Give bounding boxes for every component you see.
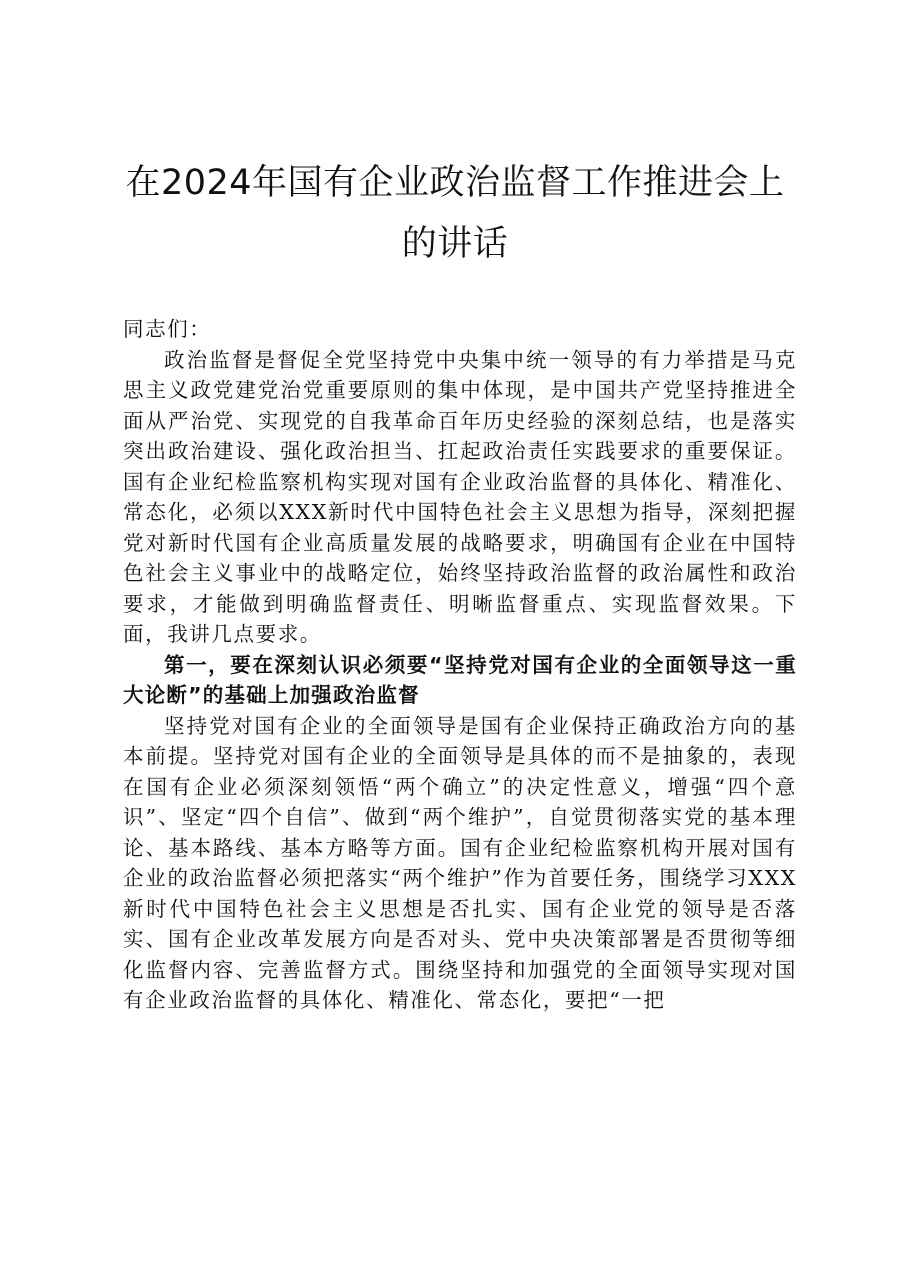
section-1-paragraph: 坚持党对国有企业的全面领导是国有企业保持正确政治方向的基本前提。坚持党对国有企业的全面领导是具体的而不是抽象的，表现在国有企业必须深刻领悟“两个确立”的决定性意义，增强“四个意识”、坚定“四个自信”、做到“两个维护”，自觉贯彻落实党的基本理论、基本路线、基本方略等方面。国有企业纪检监察机构开展对国有企业的政治监督必须把落实“两个维护”作为首要任务，围绕学习XXX新时代中国特色社会主义思想是否扎实、国有企业党的领导是否落实、国有企业改革发展方向是否对头、党中央决策部署是否贯彻等细化监督内容、完善监督方式。围绕坚持和加强党的全面领导实现对国有企业政治监督的具体化、精准化、常态化，要把“一把: [123, 713, 797, 1012]
salutation: 同志们：: [123, 317, 212, 341]
section-heading-1: 第一，要在深刻认识必须要“坚持党对国有企业的全面领导这一重大论断”的基础上加强政治监督: [123, 652, 797, 707]
intro-paragraph: 政治监督是督促全党坚持党中央集中统一领导的有力举措是马克思主义政党建党治党重要原则的集中体现，是中国共产党坚持推进全面从严治党、实现党的自我革命百年历史经验的深刻总结，也是落实突出政治建设、强化政治担当、扛起政治责任实践要求的重要保证。国有企业纪检监察机构实现对国有企业政治监督的具体化、精准化、常态化，必须以XXX新时代中国特色社会主义思想为指导，深刻把握党对新时代国有企业高质量发展的战略要求，明确国有企业在中国特色社会主义事业中的战略定位，始终坚持政治监督的政治属性和政治要求，才能做到明确监督责任、明晰监督重点、实现监督效果。下面，我讲几点要求。: [123, 347, 797, 646]
document-title: 在2024年国有企业政治监督工作推进会上的讲话: [125, 163, 785, 264]
document-body: [123, 314, 797, 1016]
